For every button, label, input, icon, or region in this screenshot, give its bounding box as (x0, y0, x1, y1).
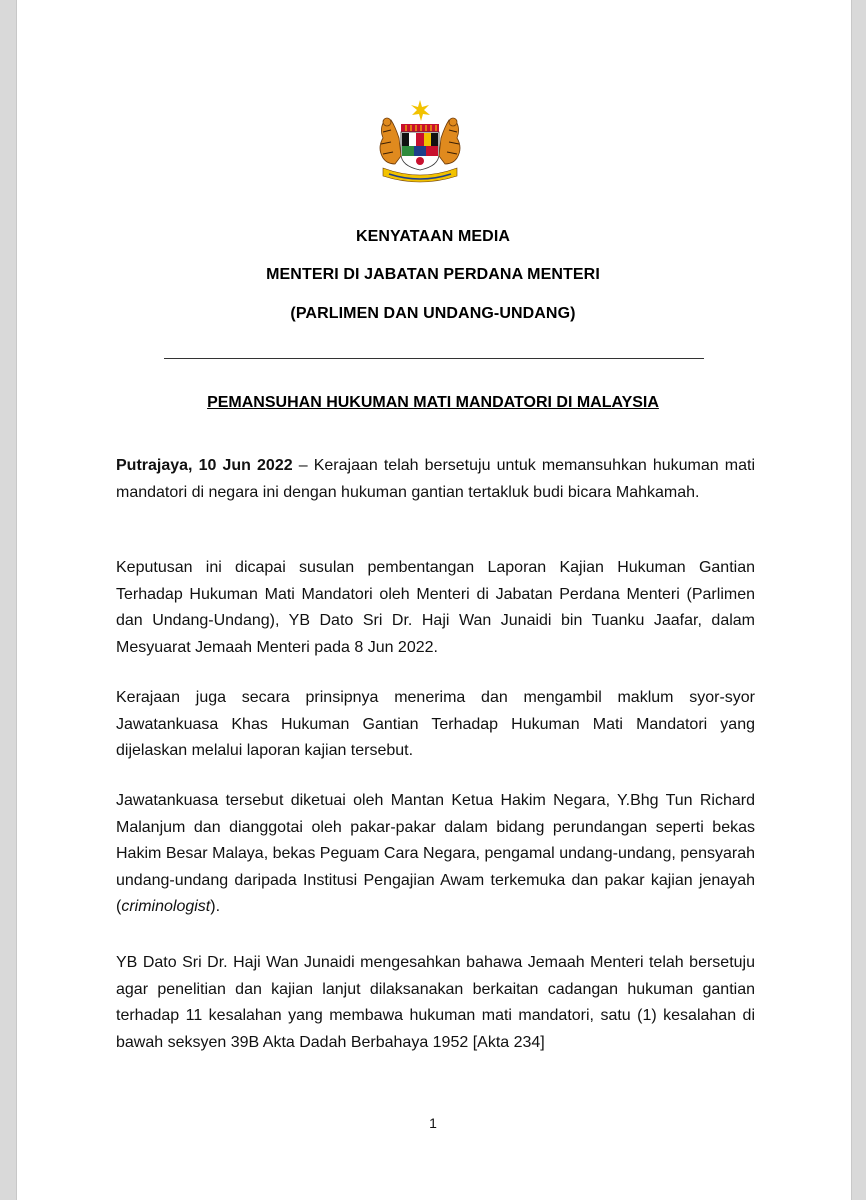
paragraph-1-text: – Kerajaan telah bersetuju untuk memansuhkan hukuman mati mandatori di negara ini dengan hukuman gantian tertakluk budi bicara Mahkamah. (116, 457, 756, 501)
malaysia-coat-of-arms-icon (365, 98, 475, 184)
criminologist-term: criminologist (121, 898, 211, 915)
paragraph-4 (116, 788, 755, 921)
header-line-3: (PARLIMEN DAN UNDANG-UNDANG) (290, 305, 576, 322)
paragraph-1 (116, 453, 755, 506)
paragraph-2: Keputusan ini dicapai susulan pembentangan Laporan Kajian Hukuman Gantian Terhadap Hukuman Mati Mandatori oleh Menteri di Jabatan Perdana Menteri (Parlimen dan Undang-Undang), YB Dato Sri Dr. Haji Wan Junaidi bin Tuanku Jaafar, dalam Mesyuarat Jemaah Menteri pada 8 Jun 2022. (116, 559, 755, 656)
paragraph-4-end: ). (210, 898, 221, 915)
page-number: 1 (429, 1115, 437, 1131)
divider (164, 358, 704, 359)
subject-title: PEMANSUHAN HUKUMAN MATI MANDATORI DI MALAYSIA (207, 394, 659, 411)
paragraph-3: Kerajaan juga secara prinsipnya menerima dan mengambil maklum syor-syor Jawatankuasa Khas Hukuman Gantian Terhadap Hukuman Mati Mandatori yang dijelaskan melalui laporan kajian tersebut. (116, 689, 755, 759)
paragraph-4-text: Jawatankuasa tersebut diketuai oleh Mantan Ketua Hakim Negara, Y.Bhg Tun Richard Malanjum dan dianggotai oleh pakar-pakar dalam bidang perundangan seperti bekas Hakim Besar Malaya, bekas Peguam Cara Negara, pengamal undang-undang, pensyarah undang-undang daripada Institusi Pengajian Awam terkemuka dan pakar kajian jenayah ( (116, 792, 755, 915)
header-line-2: MENTERI DI JABATAN PERDANA MENTERI (266, 266, 600, 283)
dateline: Putrajaya, 10 Jun 2022 (116, 457, 293, 474)
header-line-1: KENYATAAN MEDIA (355, 228, 511, 245)
paragraph-5: YB Dato Sri Dr. Haji Wan Junaidi mengesahkan bahawa Jemaah Menteri telah bersetuju agar penelitian dan kajian lanjut dilaksanakan berkaitan cadangan hukuman gantian terhadap 11 kesalahan yang membawa hukuman mati mandatori, satu (1) kesalahan di bawah seksyen 39B Akta Dadah Berbahaya 1952 [Akta 234] (116, 954, 755, 1051)
